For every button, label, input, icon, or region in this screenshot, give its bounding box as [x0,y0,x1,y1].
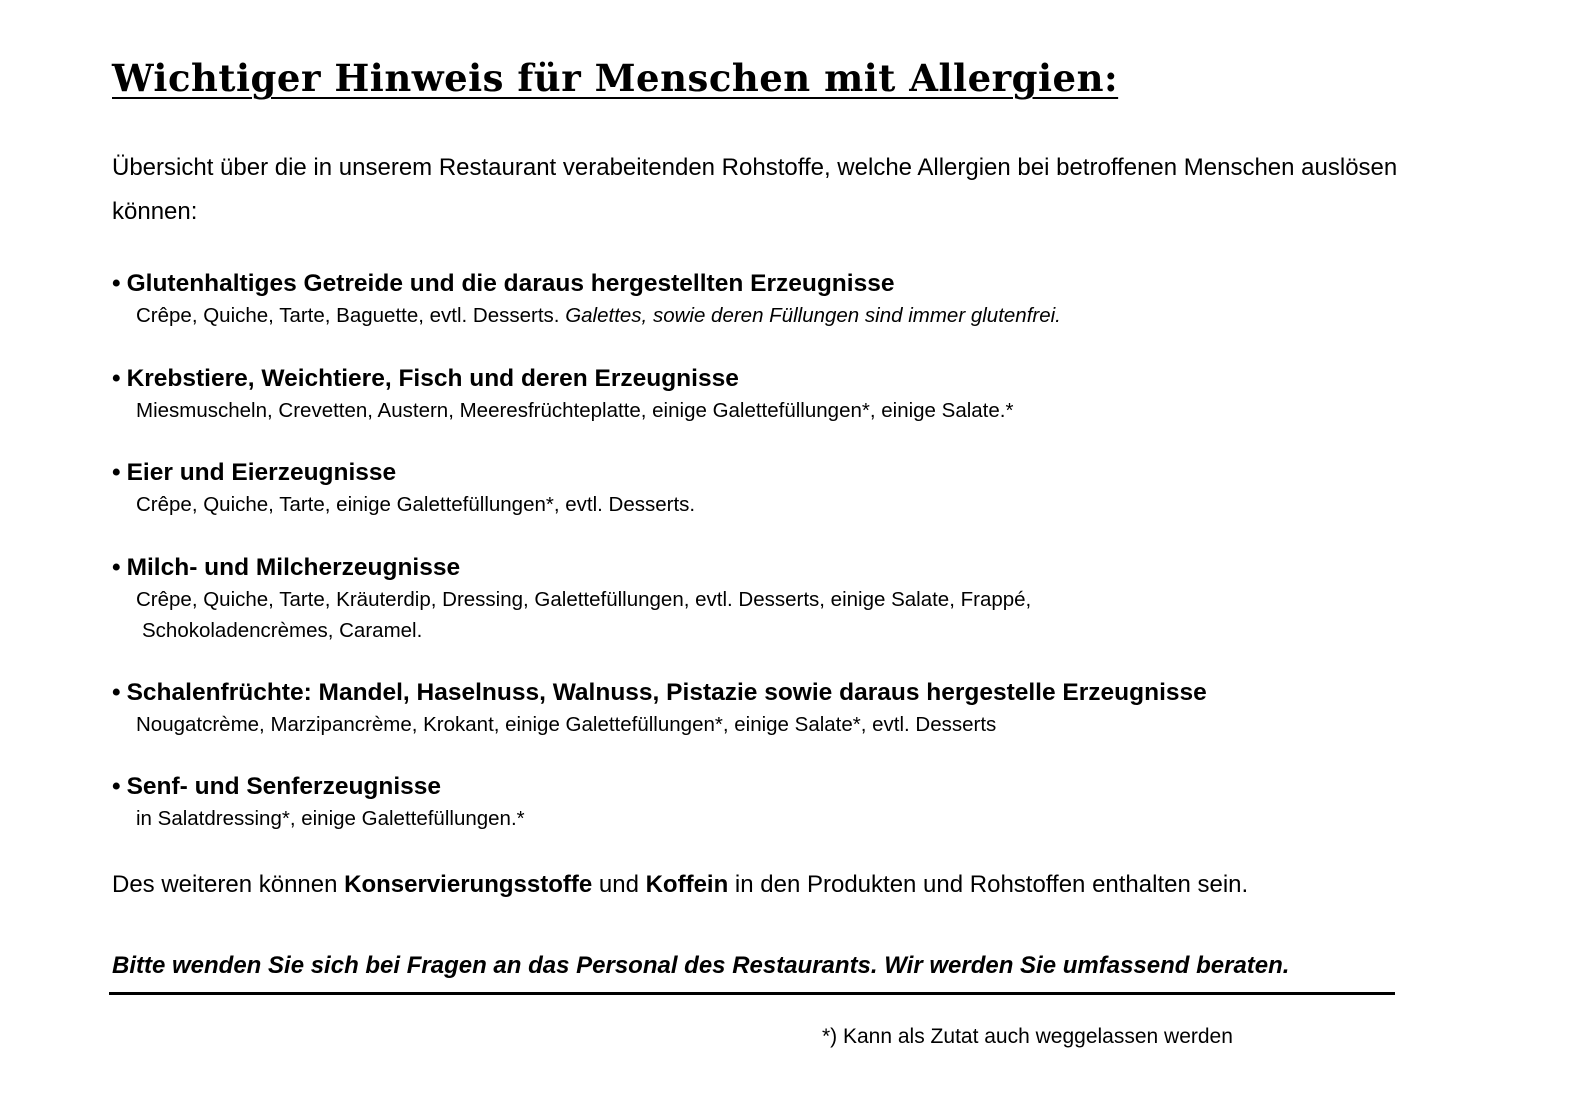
further-ingredients-note [112,868,1248,902]
allergen-items-text: Crêpe, Quiche, Tarte, Kräuterdip, Dressing, Galettefüllungen, evtl. Desserts, einige Salate, Frappé, [136,588,1032,611]
allergen-items [112,584,1512,646]
allergen-section-gluten [112,268,1512,331]
bullet: • [112,365,121,392]
closing-statement: Bitte wenden Sie sich bei Fragen an das Personal des Restaurants. Wir werden Sie umfassend beraten. [112,952,1290,979]
allergen-section-mustard [112,771,1512,834]
further-text: und [592,871,646,898]
allergen-items: Nougatcrème, Marzipancrème, Krokant, einige Galettefüllungen*, einige Salate*, evtl. Desserts [136,713,997,736]
gluten-free-note: Galettes, sowie deren Füllungen sind immer glutenfrei. [565,304,1061,327]
preservatives-label: Konservierungsstoffe [344,871,593,898]
allergen-items: in Salatdressing*, einige Galettefüllungen.* [136,807,525,830]
bullet: • [112,554,121,581]
allergen-heading-text: Krebstiere, Weichtiere, Fisch und deren Erzeugnisse [126,365,739,392]
caffeine-label: Koffein [645,871,729,898]
allergen-items-text: Crêpe, Quiche, Tarte, Baguette, evtl. Desserts. [136,304,560,327]
allergen-heading-text: Eier und Eierzeugnisse [126,459,397,486]
allergen-heading-text: Milch- und Milcherzeugnisse [126,554,461,581]
allergen-items-continuation: Schokoladencrèmes, Caramel. [142,619,423,642]
further-text: in den Produkten und Rohstoffen enthalten sein. [728,871,1249,898]
allergen-items [112,300,1512,331]
bullet: • [112,773,121,800]
further-text: Des weiteren können [112,871,345,898]
allergen-items: Miesmuscheln, Crevetten, Austern, Meeresfrüchteplatte, einige Galettefüllungen*, einige Salate.* [136,399,1014,422]
bullet: • [112,679,121,706]
allergen-heading-text: Schalenfrüchte: Mandel, Haselnuss, Walnuss, Pistazie sowie daraus hergestelle Erzeugnisse [126,679,1207,706]
page-title: Wichtiger Hinweis für Menschen mit Allergien: [112,56,1119,100]
footnote: *) Kann als Zutat auch weggelassen werden [822,1025,1233,1048]
divider-line [109,992,1395,995]
allergen-heading [112,771,1512,803]
allergen-heading [112,363,1512,395]
bullet: • [112,459,121,486]
allergen-section-milk [112,552,1512,646]
allergen-section-eggs [112,457,1512,520]
intro-text: Übersicht über die in unserem Restaurant verabeitenden Rohstoffe, welche Allergien bei betroffenen Menschen auslösen können: [112,154,1398,225]
allergen-section-nuts [112,677,1512,740]
allergen-heading [112,457,1512,489]
allergen-items: Crêpe, Quiche, Tarte, einige Galettefüllungen*, evtl. Desserts. [136,493,696,516]
allergen-heading [112,268,1512,300]
allergen-heading [112,677,1512,709]
allergen-heading [112,552,1512,584]
allergen-heading-text: Senf- und Senferzeugnisse [126,773,442,800]
allergen-section-seafood [112,363,1512,426]
bullet: • [112,270,121,297]
allergen-heading-text: Glutenhaltiges Getreide und die daraus hergestellten Erzeugnisse [126,270,895,297]
